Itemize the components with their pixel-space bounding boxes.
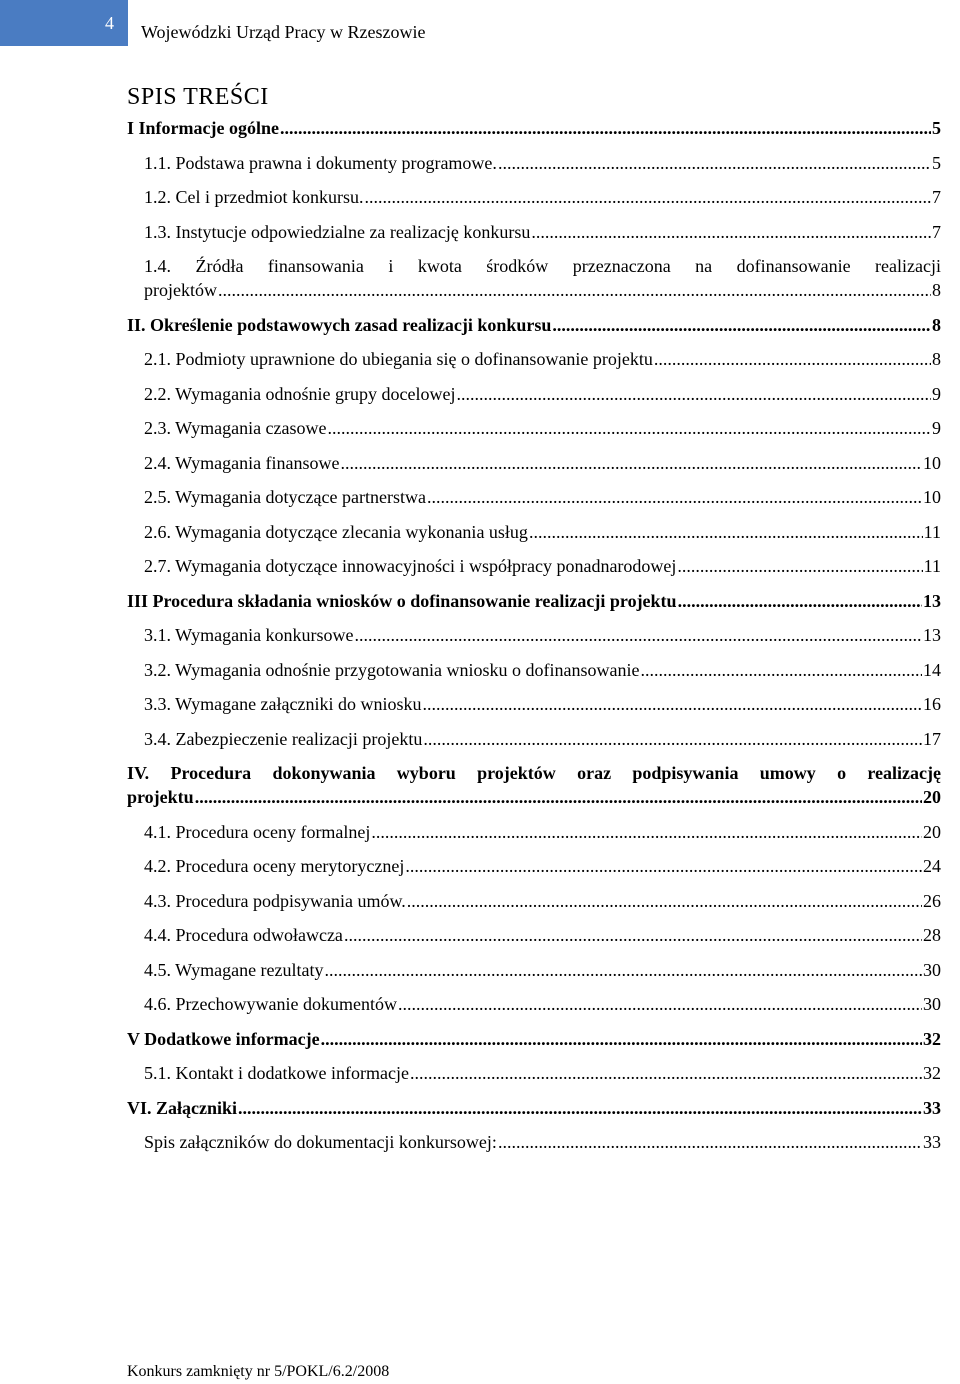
toc-entry-row bbox=[127, 313, 941, 337]
toc-dot-leader bbox=[218, 278, 931, 302]
page-number-badge bbox=[0, 0, 128, 46]
toc-page-number: 5 bbox=[932, 118, 941, 138]
toc-entry bbox=[127, 589, 941, 613]
toc-entry bbox=[127, 1130, 941, 1154]
toc-entry-text: 4.2. Procedura oceny merytorycznej bbox=[144, 856, 405, 876]
toc-dot-leader bbox=[355, 623, 922, 647]
toc-dot-leader bbox=[195, 785, 922, 809]
toc-page-number: 8 bbox=[932, 280, 941, 300]
toc-entry-row bbox=[127, 151, 941, 175]
toc-entry-text-line: IV. Procedura dokonywania wyboru projektów oraz podpisywania umowy o realizację bbox=[127, 763, 941, 783]
toc-entry-row bbox=[127, 116, 941, 140]
toc-dot-leader bbox=[405, 854, 922, 878]
toc-entry-text: 3.4. Zabezpieczenie realizacji projektu bbox=[144, 728, 423, 749]
toc-entry-row bbox=[127, 347, 941, 371]
toc-entry bbox=[127, 1096, 941, 1120]
toc-entry bbox=[127, 820, 941, 844]
toc-entry-text: III Procedura składania wniosków o dofinansowanie realizacji projektu bbox=[127, 590, 677, 611]
toc-entry bbox=[127, 485, 941, 509]
toc-dot-leader bbox=[498, 151, 931, 175]
toc-page-number: 8 bbox=[932, 349, 941, 369]
toc-entry bbox=[127, 958, 941, 982]
toc-entry-text: 4.6. Przechowywanie dokumentów bbox=[144, 994, 397, 1014]
toc-page-number: 20 bbox=[923, 821, 941, 842]
toc-entry-text: 2.1. Podmioty uprawnione do ubiegania się o dofinansowanie projektu bbox=[144, 349, 653, 369]
toc-entry-text: 2.4. Wymagania finansowe bbox=[144, 452, 340, 473]
toc-dot-leader bbox=[531, 220, 931, 244]
toc-entry-text: 3.2. Wymagania odnośnie przygotowania wniosku o dofinansowanie bbox=[144, 659, 640, 680]
toc-page-number: 5 bbox=[932, 152, 941, 173]
toc-entry-text: 2.3. Wymagania czasowe bbox=[144, 418, 327, 438]
toc-page-number: 7 bbox=[932, 221, 941, 242]
toc-page-number: 13 bbox=[923, 625, 941, 645]
toc-page-number: 24 bbox=[923, 856, 941, 876]
toc-entry-row bbox=[127, 1096, 941, 1120]
toc-entry-text: 4.4. Procedura odwoławcza bbox=[144, 925, 343, 945]
toc-dot-leader bbox=[552, 313, 931, 337]
toc-entry-row bbox=[127, 658, 941, 682]
toc-entry-row bbox=[127, 1130, 941, 1154]
toc-entry-row bbox=[127, 1027, 941, 1051]
page-footer: Konkurs zamknięty nr 5/POKL/6.2/2008 bbox=[127, 1363, 390, 1380]
toc-page-number: 16 bbox=[923, 694, 941, 714]
toc-entry-row bbox=[127, 1061, 941, 1085]
toc-entry-text: 1.2. Cel i przedmiot konkursu. bbox=[144, 187, 364, 207]
toc-page-number: 32 bbox=[923, 1028, 941, 1049]
toc-dot-leader bbox=[678, 589, 922, 613]
toc-dot-leader bbox=[654, 347, 931, 371]
toc-entry-text: II. Określenie podstawowych zasad realizacji konkursu bbox=[127, 314, 552, 335]
toc-entry bbox=[127, 347, 941, 371]
toc-entry-text-line: 1.4. Źródła finansowania i kwota środków przeznaczona na dofinansowanie realizacji bbox=[144, 256, 941, 276]
toc-entry-row bbox=[127, 623, 941, 647]
toc-entry bbox=[127, 1027, 941, 1051]
toc-entry-text: 4.5. Wymagane rezultaty bbox=[144, 959, 324, 980]
toc-page-number: 10 bbox=[923, 487, 941, 507]
toc-page-number: 30 bbox=[923, 994, 941, 1014]
toc-entry bbox=[127, 623, 941, 647]
toc-dot-leader bbox=[457, 382, 931, 406]
toc-entry-row bbox=[127, 854, 941, 878]
toc-dot-leader bbox=[325, 958, 922, 982]
toc-entry bbox=[127, 889, 941, 913]
toc-entry-row bbox=[127, 692, 941, 716]
toc-entry-row bbox=[127, 992, 941, 1016]
toc-page-number: 33 bbox=[923, 1097, 941, 1118]
toc-page-number: 13 bbox=[923, 590, 941, 611]
toc-entry-text: 2.2. Wymagania odnośnie grupy docelowej bbox=[144, 383, 456, 404]
toc-page-number: 11 bbox=[923, 556, 941, 576]
toc-entry-row bbox=[127, 382, 941, 406]
toc-entry-row bbox=[127, 220, 941, 244]
toc-entry bbox=[127, 254, 941, 302]
toc-entry bbox=[127, 220, 941, 244]
toc-entry-text: projektów bbox=[144, 280, 217, 300]
toc-dot-leader bbox=[371, 820, 922, 844]
toc-entry bbox=[127, 554, 941, 578]
toc-entry-row bbox=[127, 416, 941, 440]
toc-dot-leader bbox=[364, 185, 931, 209]
toc-entry-text: I Informacje ogólne bbox=[127, 118, 279, 138]
toc-page-number: 17 bbox=[923, 728, 941, 749]
toc-entry-text: projektu bbox=[127, 787, 194, 807]
table-of-contents bbox=[127, 116, 941, 1154]
toc-dot-leader bbox=[344, 923, 922, 947]
toc-page-number: 7 bbox=[932, 187, 941, 207]
toc-entry-row bbox=[127, 520, 941, 544]
toc-entry-row bbox=[127, 185, 941, 209]
toc-page-number: 20 bbox=[923, 787, 941, 807]
toc-dot-leader bbox=[321, 1027, 922, 1051]
toc-dot-leader bbox=[677, 554, 922, 578]
toc-heading: SPIS TREŚCI bbox=[127, 84, 269, 110]
toc-page-number: 32 bbox=[923, 1063, 941, 1083]
toc-page-number: 8 bbox=[932, 314, 941, 335]
toc-dot-leader bbox=[498, 1130, 922, 1154]
toc-page-number: 33 bbox=[923, 1132, 941, 1152]
toc-entry bbox=[127, 854, 941, 878]
toc-entry bbox=[127, 658, 941, 682]
toc-dot-leader bbox=[640, 658, 922, 682]
toc-dot-leader bbox=[238, 1096, 922, 1120]
toc-dot-leader bbox=[410, 1061, 922, 1085]
toc-entry bbox=[127, 1061, 941, 1085]
toc-entry-text: 3.3. Wymagane załączniki do wniosku bbox=[144, 694, 422, 714]
toc-entry-text: 1.1. Podstawa prawna i dokumenty programowe. bbox=[144, 152, 497, 173]
toc-page-number: 10 bbox=[923, 452, 941, 473]
toc-entry bbox=[127, 313, 941, 337]
toc-entry bbox=[127, 151, 941, 175]
toc-dot-leader bbox=[423, 727, 922, 751]
toc-entry-row bbox=[127, 589, 941, 613]
toc-entry bbox=[127, 727, 941, 751]
toc-entry bbox=[127, 520, 941, 544]
toc-entry-row bbox=[127, 889, 941, 913]
toc-entry-row bbox=[127, 451, 941, 475]
toc-entry bbox=[127, 382, 941, 406]
toc-entry bbox=[127, 923, 941, 947]
toc-entry-text: 2.7. Wymagania dotyczące innowacyjności i współpracy ponadnarodowej bbox=[144, 556, 677, 576]
toc-entry-text: V Dodatkowe informacje bbox=[127, 1028, 320, 1049]
toc-entry-row bbox=[127, 727, 941, 751]
toc-entry-row bbox=[127, 485, 941, 509]
toc-entry-row bbox=[127, 554, 941, 578]
toc-dot-leader bbox=[341, 451, 922, 475]
header-title: Wojewódzki Urząd Pracy w Rzeszowie bbox=[141, 22, 426, 42]
toc-page-number: 9 bbox=[932, 418, 941, 438]
toc-page-number: 11 bbox=[923, 521, 941, 542]
toc-page-number: 28 bbox=[923, 925, 941, 945]
toc-page-number: 26 bbox=[923, 890, 941, 911]
toc-dot-leader bbox=[423, 692, 922, 716]
toc-page-number: 9 bbox=[932, 383, 941, 404]
toc-entry-text: 2.5. Wymagania dotyczące partnerstwa bbox=[144, 487, 426, 507]
toc-entry-row bbox=[127, 820, 941, 844]
toc-entry-text: 5.1. Kontakt i dodatkowe informacje bbox=[144, 1063, 409, 1083]
toc-entry-row bbox=[127, 923, 941, 947]
toc-entry-row bbox=[127, 785, 941, 809]
toc-dot-leader bbox=[529, 520, 923, 544]
toc-dot-leader bbox=[398, 992, 922, 1016]
toc-entry bbox=[127, 992, 941, 1016]
toc-entry-text: 2.6. Wymagania dotyczące zlecania wykonania usług bbox=[144, 521, 528, 542]
toc-entry-text: VI. Załączniki bbox=[127, 1097, 238, 1118]
toc-dot-leader bbox=[407, 889, 922, 913]
toc-entry bbox=[127, 185, 941, 209]
toc-entry bbox=[127, 692, 941, 716]
toc-dot-leader bbox=[280, 116, 931, 140]
toc-entry bbox=[127, 761, 941, 809]
toc-dot-leader bbox=[427, 485, 922, 509]
toc-page-number: 30 bbox=[923, 959, 941, 980]
toc-entry-row bbox=[127, 278, 941, 302]
toc-entry-text: 1.3. Instytucje odpowiedzialne za realizację konkursu bbox=[144, 221, 531, 242]
toc-entry-text: Spis załączników do dokumentacji konkursowej: bbox=[144, 1132, 497, 1152]
toc-page-number: 14 bbox=[923, 659, 941, 680]
toc-entry bbox=[127, 116, 941, 140]
toc-entry bbox=[127, 416, 941, 440]
toc-entry bbox=[127, 451, 941, 475]
page-number: 4 bbox=[105, 13, 114, 33]
toc-entry-text: 4.3. Procedura podpisywania umów. bbox=[144, 890, 406, 911]
toc-entry-row bbox=[127, 958, 941, 982]
toc-entry-text: 3.1. Wymagania konkursowe bbox=[144, 625, 354, 645]
toc-entry-text: 4.1. Procedura oceny formalnej bbox=[144, 821, 371, 842]
toc-dot-leader bbox=[328, 416, 931, 440]
